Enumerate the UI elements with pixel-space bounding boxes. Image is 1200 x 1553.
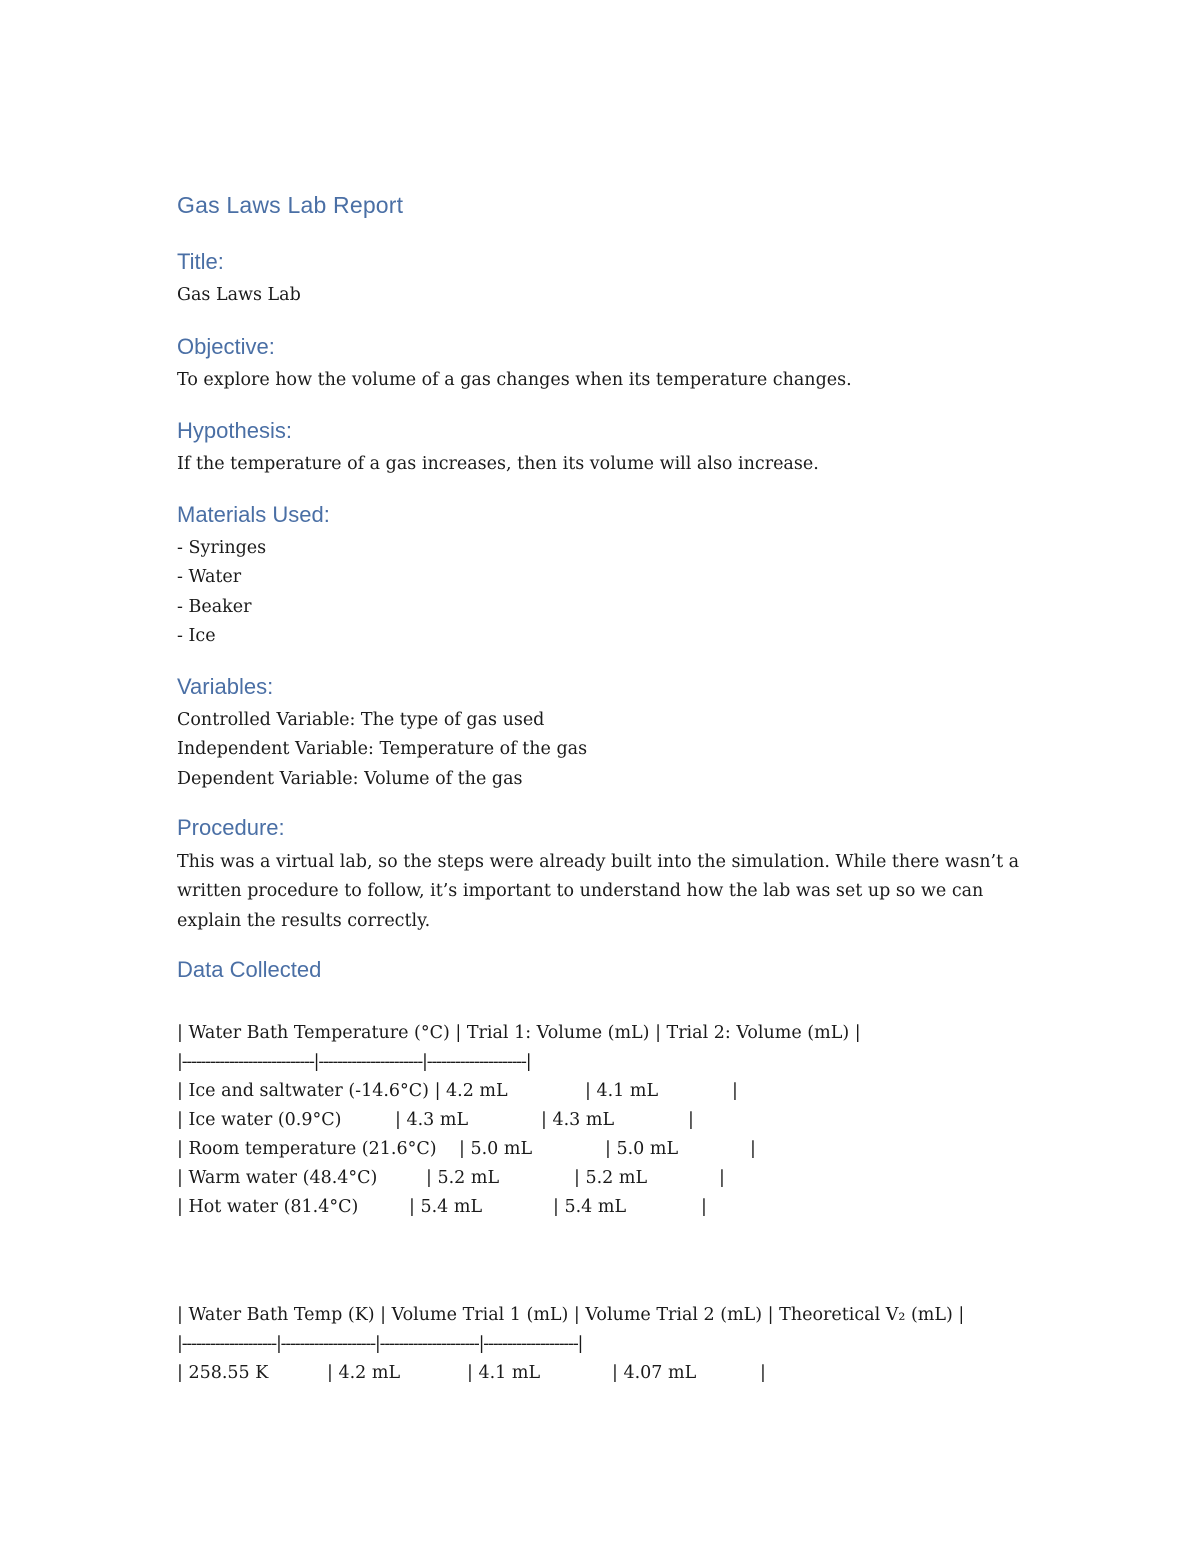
hypothesis-heading: Hypothesis: — [177, 418, 292, 443]
variables-list — [177, 706, 587, 794]
list-item: - Syringes — [177, 538, 267, 558]
materials-list — [177, 534, 266, 652]
table-row — [177, 1164, 1037, 1193]
table-cell: | 4.1 mL — [467, 1363, 541, 1383]
table2-separator: |--------------------|--------------------|---------------------|--------------------| — [177, 1334, 583, 1354]
variable-line: Controlled Variable: The type of gas used — [177, 710, 545, 730]
table-row — [177, 1193, 1037, 1222]
table-cell: | 5.0 mL — [605, 1139, 679, 1159]
list-item: - Ice — [177, 626, 216, 647]
table-row — [177, 1106, 1037, 1135]
table-cell: | Ice and saltwater (-14.6°C) | 4.2 mL — [177, 1081, 508, 1101]
table-cell: | 4.07 mL — [612, 1363, 697, 1383]
table-cell: | 5.4 mL — [409, 1197, 483, 1217]
table-cell: | 5.2 mL — [426, 1168, 500, 1188]
table-cell: | 4.3 mL — [541, 1110, 615, 1130]
table-cell: | 5.0 mL — [459, 1139, 533, 1159]
table-cell: | 5.4 mL — [553, 1197, 627, 1217]
table-cell: | — [750, 1139, 756, 1159]
table1-separator: |----------------------------|----------------------|---------------------| — [177, 1052, 531, 1072]
materials-heading: Materials Used: — [177, 502, 330, 527]
table-cell: | — [719, 1168, 725, 1188]
variables-heading: Variables: — [177, 674, 274, 699]
table1-header: | Water Bath Temperature (°C) | Trial 1: Volume (mL) | Trial 2: Volume (mL) | — [177, 1023, 861, 1043]
table-cell: | 258.55 K — [177, 1363, 269, 1383]
table-cell: | 4.3 mL — [395, 1110, 469, 1130]
table-row — [177, 1359, 1037, 1388]
variable-line: Independent Variable: Temperature of the gas — [177, 739, 588, 760]
table-cell: | 5.2 mL — [574, 1168, 648, 1188]
variable-line: Dependent Variable: Volume of the gas — [177, 768, 523, 789]
table-cell: | — [732, 1081, 738, 1101]
table-cell: | Warm water (48.4°C) — [177, 1168, 378, 1188]
procedure-body: This was a virtual lab, so the steps were already built into the simulation. While there wasn’t a written procedure to follow, it’s important to understand how the lab was set up so we can explain the results correctly. — [177, 852, 1020, 931]
hypothesis-body: If the temperature of a gas increases, then its volume will also increase. — [177, 454, 819, 474]
objective-body: To explore how the volume of a gas changes when its temperature changes. — [177, 370, 852, 390]
table-cell: | — [760, 1363, 766, 1383]
list-item: - Beaker — [177, 596, 252, 617]
data-heading: Data Collected — [177, 957, 322, 982]
objective-heading: Objective: — [177, 334, 275, 359]
table-cell: | 4.1 mL — [585, 1081, 659, 1101]
table-cell: | — [688, 1110, 694, 1130]
table-row — [177, 1077, 1037, 1106]
table-row — [177, 1135, 1037, 1164]
list-item: - Water — [177, 567, 242, 588]
document-title: Gas Laws Lab Report — [177, 192, 404, 218]
table-cell: | Ice water (0.9°C) — [177, 1110, 342, 1130]
table2-header: | Water Bath Temp (K) | Volume Trial 1 (mL) | Volume Trial 2 (mL) | Theoretical V₂ (mL) | — [177, 1305, 965, 1325]
table-cell: | 4.2 mL — [327, 1363, 401, 1383]
table-cell: | Room temperature (21.6°C) — [177, 1139, 437, 1159]
title-heading: Title: — [177, 249, 224, 274]
procedure-heading: Procedure: — [177, 815, 285, 840]
table-cell: | — [701, 1197, 707, 1217]
table-cell: | Hot water (81.4°C) — [177, 1197, 359, 1217]
title-body: Gas Laws Lab — [177, 285, 301, 305]
